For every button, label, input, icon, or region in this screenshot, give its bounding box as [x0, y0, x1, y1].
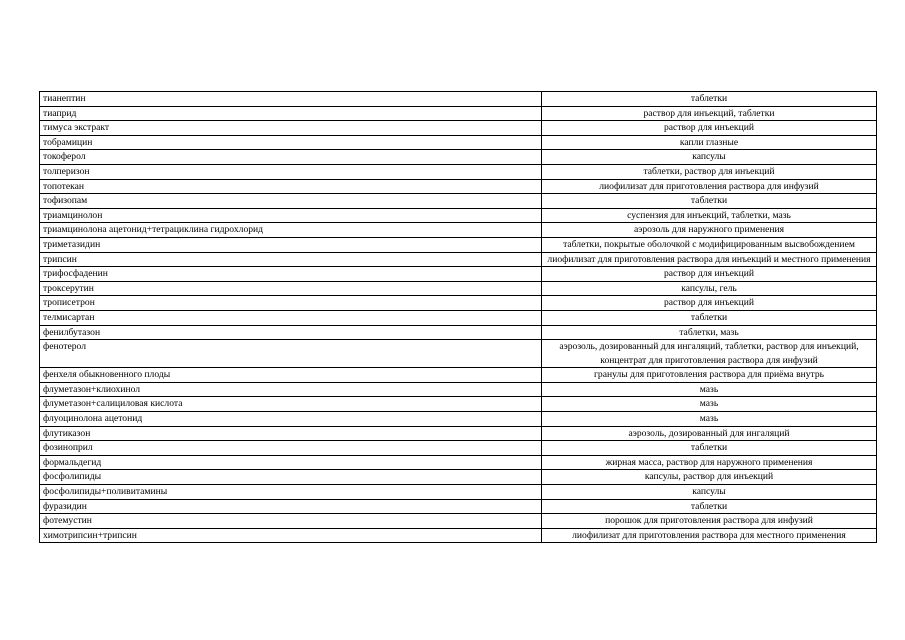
drug-table	[39, 91, 877, 543]
drug-name-cell: трописетрон	[40, 296, 542, 311]
drug-name-cell: токоферол	[40, 150, 542, 165]
table-row	[40, 528, 877, 543]
drug-name-cell: флуметазон+клиохинол	[40, 382, 542, 397]
dosage-form-cell: капсулы	[542, 150, 877, 165]
drug-name-cell: флутиказон	[40, 426, 542, 441]
dosage-form-cell: мазь	[542, 412, 877, 427]
dosage-form-cell: таблетки	[542, 92, 877, 107]
dosage-form-cell: раствор для инъекций	[542, 267, 877, 282]
table-row	[40, 382, 877, 397]
dosage-form-cell: таблетки, покрытые оболочкой с модифицированным высвобождением	[542, 237, 877, 252]
table-row	[40, 223, 877, 238]
dosage-form-cell: мазь	[542, 382, 877, 397]
dosage-form-cell: раствор для инъекций	[542, 296, 877, 311]
table-row	[40, 426, 877, 441]
dosage-form-cell: аэрозоль для наружного применения	[542, 223, 877, 238]
table-row	[40, 441, 877, 456]
drug-name-cell: тианептин	[40, 92, 542, 107]
drug-name-cell: телмисартан	[40, 310, 542, 325]
drug-name-cell: трифосфаденин	[40, 267, 542, 282]
dosage-form-cell: суспензия для инъекций, таблетки, мазь	[542, 208, 877, 223]
dosage-form-cell: лиофилизат для приготовления раствора для местного применения	[542, 528, 877, 543]
table-row	[40, 281, 877, 296]
drug-name-cell: топотекан	[40, 179, 542, 194]
dosage-form-cell: таблетки	[542, 310, 877, 325]
drug-name-cell: фотемустин	[40, 514, 542, 529]
table-row	[40, 514, 877, 529]
drug-name-cell: фосфолипиды	[40, 470, 542, 485]
table-row	[40, 92, 877, 107]
table-row	[40, 106, 877, 121]
dosage-form-cell: капли глазные	[542, 135, 877, 150]
dosage-form-cell: аэрозоль, дозированный для ингаляций	[542, 426, 877, 441]
table-row	[40, 121, 877, 136]
dosage-form-cell: таблетки	[542, 441, 877, 456]
table-row	[40, 208, 877, 223]
table-row	[40, 325, 877, 340]
dosage-form-cell: гранулы для приготовления раствора для приёма внутрь	[542, 368, 877, 383]
drug-name-cell: фозиноприл	[40, 441, 542, 456]
drug-name-cell: фуразидин	[40, 499, 542, 514]
dosage-form-cell: жирная масса, раствор для наружного применения	[542, 455, 877, 470]
drug-name-cell: фенхеля обыкновенного плоды	[40, 368, 542, 383]
table-row	[40, 455, 877, 470]
drug-name-cell: триметазидин	[40, 237, 542, 252]
dosage-form-cell: лиофилизат для приготовления раствора для инъекций и местного применения	[542, 252, 877, 267]
dosage-form-cell: раствор для инъекций, таблетки	[542, 106, 877, 121]
drug-name-cell: химотрипсин+трипсин	[40, 528, 542, 543]
drug-name-cell: тофизопам	[40, 194, 542, 209]
dosage-form-cell: аэрозоль, дозированный для ингаляций, таблетки, раствор для инъекций, концентрат для приготовления раствора для инфузий	[542, 340, 877, 368]
drug-name-cell: флуоцинолона ацетонид	[40, 412, 542, 427]
table-row	[40, 296, 877, 311]
drug-name-cell: трипсин	[40, 252, 542, 267]
drug-name-cell: флуметазон+салициловая кислота	[40, 397, 542, 412]
drug-name-cell: толперизон	[40, 164, 542, 179]
drug-name-cell: фосфолипиды+поливитамины	[40, 485, 542, 500]
table-row	[40, 485, 877, 500]
dosage-form-cell: капсулы	[542, 485, 877, 500]
drug-name-cell: фенилбутазон	[40, 325, 542, 340]
drug-name-cell: триамцинолона ацетонид+тетрациклина гидрохлорид	[40, 223, 542, 238]
table-row	[40, 499, 877, 514]
drug-name-cell: тобрамицин	[40, 135, 542, 150]
table-row	[40, 267, 877, 282]
table-row	[40, 150, 877, 165]
table-row	[40, 194, 877, 209]
table-row	[40, 412, 877, 427]
drug-name-cell: фенотерол	[40, 340, 542, 368]
drug-name-cell: тимуса экстракт	[40, 121, 542, 136]
drug-name-cell: формальдегид	[40, 455, 542, 470]
dosage-form-cell: мазь	[542, 397, 877, 412]
drug-name-cell: троксерутин	[40, 281, 542, 296]
dosage-form-cell: таблетки	[542, 194, 877, 209]
table-row	[40, 179, 877, 194]
table-row	[40, 237, 877, 252]
dosage-form-cell: таблетки	[542, 499, 877, 514]
dosage-form-cell: порошок для приготовления раствора для инфузий	[542, 514, 877, 529]
dosage-form-cell: капсулы, гель	[542, 281, 877, 296]
table-row	[40, 397, 877, 412]
dosage-form-cell: таблетки, раствор для инъекций	[542, 164, 877, 179]
table-row	[40, 310, 877, 325]
drug-name-cell: триамцинолон	[40, 208, 542, 223]
table-row	[40, 470, 877, 485]
dosage-form-cell: капсулы, раствор для инъекций	[542, 470, 877, 485]
table-body	[40, 92, 877, 543]
dosage-form-cell: раствор для инъекций	[542, 121, 877, 136]
dosage-form-cell: таблетки, мазь	[542, 325, 877, 340]
table-row	[40, 368, 877, 383]
table-row	[40, 340, 877, 368]
table-row	[40, 164, 877, 179]
table-row	[40, 252, 877, 267]
table-row	[40, 135, 877, 150]
drug-name-cell: тиаприд	[40, 106, 542, 121]
dosage-form-cell: лиофилизат для приготовления раствора для инфузий	[542, 179, 877, 194]
